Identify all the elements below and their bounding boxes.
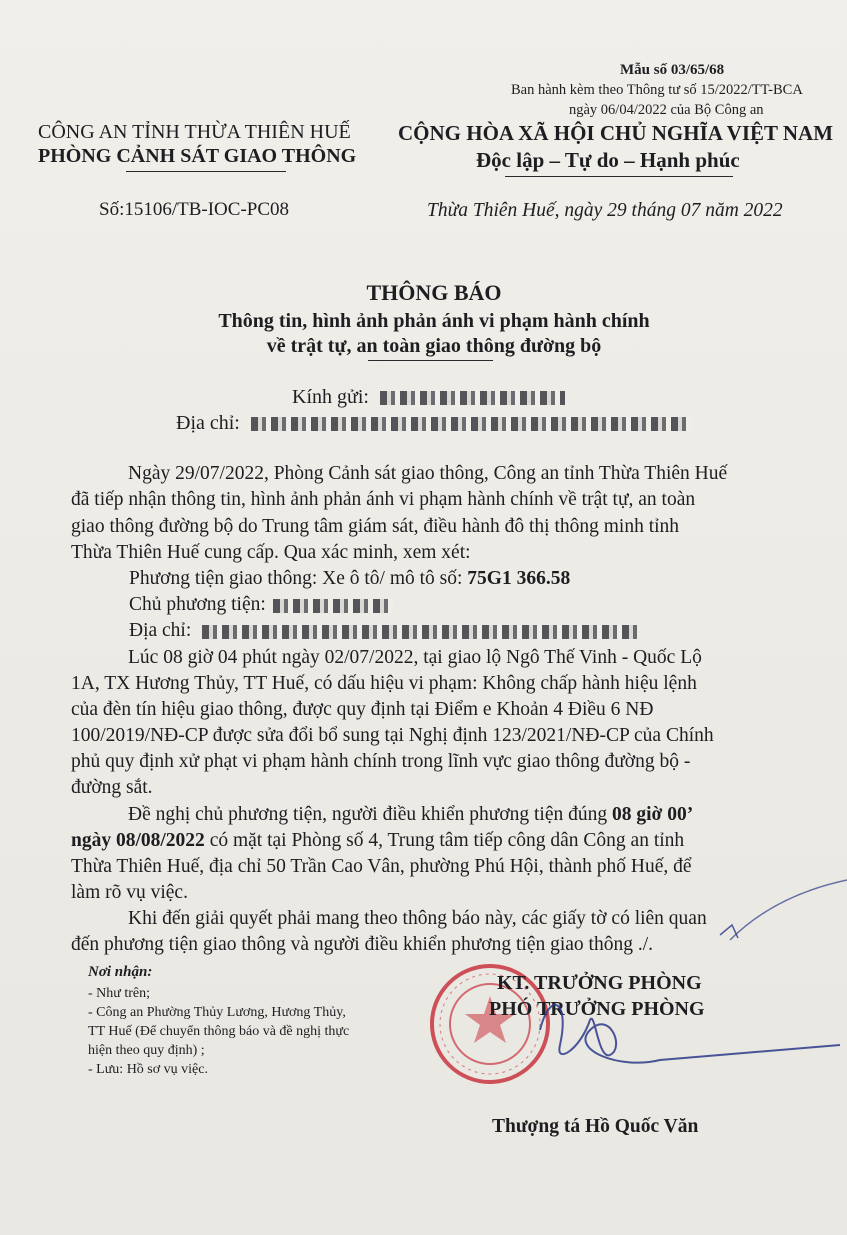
closing-line2: đến phương tiện giao thông và người điều khiển phương tiện giao thông ./.: [71, 934, 654, 955]
owner-address-row: [129, 620, 637, 642]
redacted-owner-name: [273, 599, 393, 613]
agency-parent: CÔNG AN TỈNH THỪA THIÊN HUẾ: [38, 121, 351, 143]
agency-name: PHÒNG CẢNH SÁT GIAO THÔNG: [38, 145, 357, 167]
doc-number: Số:15106/TB-IOC-PC08: [99, 199, 290, 220]
form-issued-line2: ngày 06/04/2022 của Bộ Công an: [569, 102, 764, 118]
request-line2-text: có mặt tại Phòng số 4, Trung tâm tiếp công dân Công an tỉnh: [204, 830, 685, 851]
p1-line3: giao thông đường bộ do Trung tâm giám sát, điều hành đô thị thông minh tỉnh: [71, 516, 680, 537]
violation-line3: của đèn tín hiệu giao thông, được quy định tại Điểm e Khoản 4 Điều 6 NĐ: [71, 699, 654, 720]
recipient-2b: TT Huế (Để chuyển thông báo và đề nghị thực: [88, 1024, 350, 1039]
request-line2: [71, 830, 684, 852]
recipient-3: - Lưu: Hồ sơ vụ việc.: [88, 1062, 208, 1077]
recipient-2c: hiện theo quy định) ;: [88, 1043, 205, 1058]
addressee-row: [292, 386, 565, 409]
request-line4: làm rõ vụ việc.: [71, 882, 188, 903]
place-date: Thừa Thiên Huế, ngày 29 tháng 07 năm 2022: [427, 200, 783, 221]
owner-row: [129, 594, 393, 616]
address-row: [176, 412, 691, 435]
appointment-date: ngày 08/08/2022: [71, 830, 205, 851]
redacted-recipient-name: [380, 391, 565, 405]
violation-line4: 100/2019/NĐ-CP được sửa đổi bổ sung tại Nghị định 123/2021/NĐ-CP của Chính: [71, 725, 714, 746]
redacted-recipient-address: [251, 417, 691, 431]
redacted-owner-address: [202, 625, 637, 639]
p1-line4: Thừa Thiên Huế cung cấp. Qua xác minh, xem xét:: [71, 542, 471, 563]
recipient-1: - Như trên;: [88, 986, 151, 1001]
motto-underline: [505, 176, 733, 177]
violation-line1: Lúc 08 giờ 04 phút ngày 02/07/2022, tại giao lộ Ngô Thế Vinh - Quốc Lộ: [128, 647, 702, 668]
p1-line1: Ngày 29/07/2022, Phòng Cảnh sát giao thông, Công an tỉnh Thừa Thiên Huế: [128, 463, 728, 484]
request-line1-text: Đề nghị chủ phương tiện, người điều khiển phương tiện đúng: [128, 804, 612, 825]
kinh-gui-label: Kính gửi:: [292, 386, 369, 408]
signer-name: Thượng tá Hồ Quốc Văn: [492, 1116, 699, 1137]
dia-chi-label: Địa chỉ:: [176, 412, 240, 434]
recipient-2: - Công an Phường Thủy Lương, Hương Thủy,: [88, 1005, 346, 1020]
violation-line6: đường sắt.: [71, 777, 153, 798]
doc-title: THÔNG BÁO: [366, 280, 502, 305]
request-line1: [128, 804, 693, 826]
doc-subtitle-1: Thông tin, hình ảnh phản ánh vi phạm hành chính: [218, 310, 650, 332]
country-name: CỘNG HÒA XÃ HỘI CHỦ NGHĨA VIỆT NAM: [398, 121, 834, 145]
form-code: Mẫu số 03/65/68: [620, 62, 725, 78]
violation-line2: 1A, TX Hương Thủy, TT Huế, có dấu hiệu vi phạm: Không chấp hành hiệu lệnh: [71, 673, 697, 694]
signer-title-1: KT. TRƯỞNG PHÒNG: [497, 972, 702, 994]
owner-address-label: Địa chỉ:: [129, 620, 192, 641]
violation-line5: phủ quy định xử phạt vi phạm hành chính trong lĩnh vực giao thông đường bộ -: [71, 751, 691, 772]
appointment-time: 08 giờ 00’: [612, 804, 694, 825]
closing-line1: Khi đến giải quyết phải mang theo thông báo này, các giấy tờ có liên quan: [128, 908, 707, 929]
form-issued-line1: Ban hành kèm theo Thông tư số 15/2022/TT-BCA: [511, 82, 803, 98]
doc-subtitle-2: về trật tự, an toàn giao thông đường bộ: [266, 335, 602, 357]
motto-slogan: Độc lập – Tự do – Hạnh phúc: [476, 148, 740, 172]
title-underline: [368, 360, 493, 361]
recipients-heading: Nơi nhận:: [88, 964, 153, 980]
signer-title-2: PHÓ TRƯỞNG PHÒNG: [489, 998, 705, 1020]
owner-label: Chủ phương tiện:: [129, 594, 266, 615]
agency-underline: [126, 171, 286, 172]
request-line3: Thừa Thiên Huế, địa chỉ 50 Trần Cao Vân, phường Phú Hội, thành phố Huế, để: [71, 856, 692, 877]
vehicle-label: Phương tiện giao thông: Xe ô tô/ mô tô số:: [129, 568, 463, 589]
vehicle-row: [129, 568, 570, 590]
vehicle-plate: 75G1 366.58: [467, 568, 571, 589]
p1-line2: đã tiếp nhận thông tin, hình ảnh phản ánh vi phạm hành chính về trật tự, an toàn: [71, 489, 696, 510]
handwritten-signature: [500, 870, 847, 1100]
